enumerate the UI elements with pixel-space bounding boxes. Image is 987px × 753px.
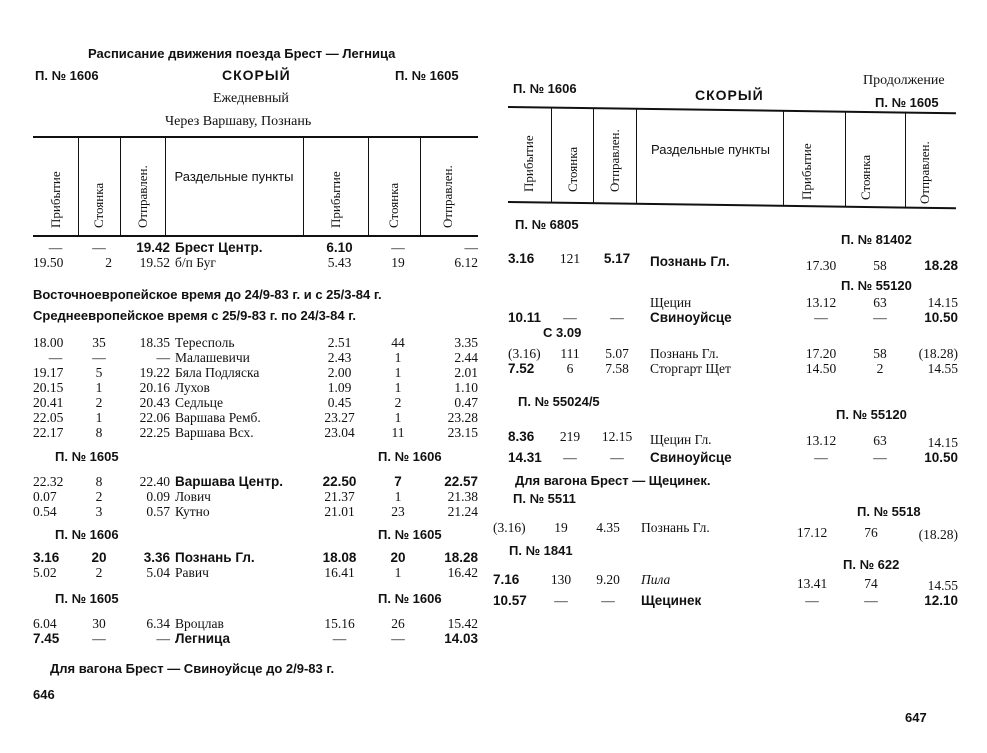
header-points: Раздельные пункты [651,142,770,157]
section-train-right: П. № 55120 [841,278,912,293]
section-train-right: П. № 81402 [841,232,912,247]
timetable-group-5 [493,513,958,542]
note-central-time: Среднеевропейское время с 25/9-83 г. по 24/3-84 г. [33,308,356,323]
header-departure: Отправлен. [135,165,150,228]
table-row: 18.00 35 18.35 Тересполь 2.51 44 3.35 [33,335,478,350]
col-divider [905,112,906,207]
timetable-block-c [33,474,478,519]
left-page [0,0,493,753]
col-divider [783,110,784,205]
section-train-left: П. № 1605 [55,449,119,464]
header-stop: Стоянка [858,154,873,200]
section-train-left: П. № 1606 [55,527,119,542]
table-row: 10.11 — — Свиноуйсце — — 10.50 [508,310,958,325]
col-divider [368,137,369,235]
table-row: 3.16 121 5.17 Познань Гл. 17.30 58 18.28 [508,251,958,273]
section-train-left: П. № 5511 [513,491,576,506]
section-train-right: П. № 55120 [836,407,907,422]
col-divider [420,137,421,235]
table-row: 5.02 2 5.04 Равич 16.41 1 16.42 [33,565,478,580]
timetable-group-1 [508,244,958,273]
section-train-right: П. № 1606 [378,591,442,606]
section-train-left: П. № 55024/5 [518,394,600,409]
table-row: 19.50 2 19.52 б/п Буг 5.43 19 6.12 [33,255,478,270]
frequency: Ежедневный [213,91,289,106]
table-row: — — 19.42 Брест Центр. 6.10 — — [48,240,478,255]
col-divider [593,108,594,203]
train-number-left: П. № 1606 [513,81,577,96]
right-page [493,0,987,753]
table-row: (3.16) 19 4.35 Познань Гл. 17.12 76 (18.28) [493,520,958,542]
col-divider [165,137,166,235]
header-stop: Стоянка [565,146,580,192]
timetable-group-6 [493,566,958,608]
timetable-block-e [33,616,478,646]
timetable-block-b [33,335,478,440]
table-row: 20.41 2 20.43 Седльце 0.45 2 0.47 [33,395,478,410]
col-divider [636,108,637,203]
header-bottom-rule [508,201,956,209]
page-number: 647 [905,710,927,725]
timetable-block-a [33,240,478,270]
table-row: (3.16) 111 5.07 Познань Гл. 17.20 58 (18.28) [508,346,958,361]
table-row: 7.45 — — Легница — — 14.03 [33,631,478,646]
section-train-right: П. № 622 [843,557,900,572]
table-row: 0.07 2 0.09 Лович 21.37 1 21.38 [33,489,478,504]
page-number: 646 [33,687,55,702]
timetable-block-d [33,550,478,580]
route: Через Варшаву, Познань [165,114,312,129]
table-row: 3.16 20 3.36 Познань Гл. 18.08 20 18.28 [33,550,478,565]
note-eastern-time: Восточноевропейское время до 24/9-83 г. и с 25/3-84 г. [33,287,382,302]
train-number-right: П. № 1605 [395,68,459,83]
col-divider [551,107,552,202]
table-row: 10.57 — — Щецинек — — 12.10 [493,593,958,608]
continuation-label: Продолжение [863,73,945,88]
section-label: С 3.09 [543,325,582,340]
timetable-group-4 [508,423,958,465]
section-train-left: П. № 1605 [55,591,119,606]
header-arrival: Прибытие [799,143,814,200]
footer-note: Для вагона Брест — Свиноуйсце до 2/9-83 г. [50,661,335,676]
section-train-left: П. № 6805 [515,217,579,232]
table-row: 22.05 1 22.06 Варшава Ремб. 23.27 1 23.28 [33,410,478,425]
col-divider [120,137,121,235]
col-divider [303,137,304,235]
header-bottom-rule [33,235,478,237]
header-stop: Стоянка [91,182,106,228]
table-row: Щецин 13.12 63 14.15 [650,295,958,310]
table-row: 20.15 1 20.16 Лухов 1.09 1 1.10 [33,380,478,395]
timetable-title: Расписание движения поезда Брест — Легница [88,46,396,61]
col-divider [78,137,79,235]
header-departure: Отправлен. [917,141,932,204]
timetable-group-3 [508,346,958,376]
timetable-group-2 [508,295,958,325]
train-number-left: П. № 1606 [35,68,99,83]
header-stop: Стоянка [386,182,401,228]
table-row: 19.17 5 19.22 Бяла Подляска 2.00 1 2.01 [33,365,478,380]
table-row: — — — Малашевичи 2.43 1 2.44 [48,350,478,365]
table-row: 0.54 3 0.57 Кутно 21.01 23 21.24 [33,504,478,519]
header-departure: Отправлен. [440,165,455,228]
section-train-right: П. № 5518 [857,504,921,519]
wagon-note: Для вагона Брест — Щецинек. [515,473,711,488]
table-row: 7.52 6 7.58 Сторгарт Щет 14.50 2 14.55 [508,361,958,376]
train-type: СКОРЫЙ [222,67,291,83]
section-train-left: П. № 1841 [509,543,573,558]
table-row: 14.31 — — Свиноуйсце — — 10.50 [508,450,958,465]
table-row: 6.04 30 6.34 Вроцлав 15.16 26 15.42 [33,616,478,631]
table-row: 8.36 219 12.15 Щецин Гл. 13.12 63 14.15 [508,429,958,450]
header-points: Раздельные пункты [174,169,294,184]
section-train-right: П. № 1605 [378,527,442,542]
table-row: 22.17 8 22.25 Варшава Всх. 23.04 11 23.15 [33,425,478,440]
train-type: СКОРЫЙ [695,87,764,103]
header-top-rule [33,136,478,138]
header-arrival: Прибытие [48,171,63,228]
train-number-right: П. № 1605 [875,95,939,110]
header-arrival: Прибытие [328,171,343,228]
table-row: 7.16 130 9.20 Пила 13.41 74 14.55 [493,572,958,593]
col-divider [845,111,846,206]
table-row: 22.32 8 22.40 Варшава Центр. 22.50 7 22.57 [33,474,478,489]
section-train-right: П. № 1606 [378,449,442,464]
header-arrival: Прибытие [521,135,536,192]
header-departure: Отправлен. [607,129,622,192]
